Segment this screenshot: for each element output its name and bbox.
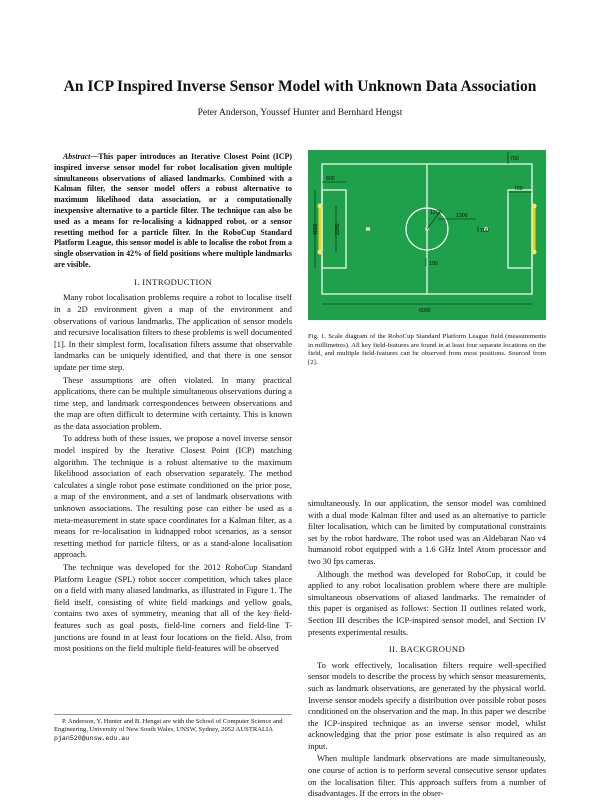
section-heading-introduction: I. INTRODUCTION [133, 276, 213, 287]
label-bottom-length: 6000 [419, 308, 431, 314]
label-box-height: 2200 [335, 223, 341, 235]
label-left-height: 4000 [313, 223, 319, 235]
intro-paragraph: These assumptions are often violated. In many practical applications, there can be multiple simultaneous observations during a time step, and landmark correspondences between observations and the map are often difficult to determine with certainty. This is known as the data association problem. [54, 374, 292, 431]
field-diagram-svg [308, 150, 546, 320]
left-goal-post-bottom [318, 250, 323, 255]
footnote-email: pjan520@unsw.edu.au [54, 734, 130, 742]
footnote-text: P. Anderson, Y. Hunter and B. Hengst are with the School of Computer Science and Engineering, University of New South Wales, UNSW, Sydney, 2052 AUSTRALIA [54, 718, 283, 734]
intro-paragraph: To address both of these issues, we propose a novel inverse sensor model inspired by the Iterative Closest Point (ICP) matching algorithm. The technique is a robust alternative to the maximum likelihood association of each observation separately. The method calculates a single robot pose estimate conditioned on the prior pose, a map of the environment, and a set of landmark observations with unknown associations. The resulting pose can either be used as a meta-measurement in state space coordinates for a Kalman filter, as a means for re-localisation in kidnapped robot scenarios, as a sensor resetting method for particle filters, or as a stand-alone localisation approach. [54, 433, 292, 560]
paper-title: An ICP Inspired Inverse Sensor Model with Unknown Data Association [63, 78, 537, 95]
left-column [54, 152, 292, 656]
label-penalty-box: 600 [326, 176, 335, 182]
left-goal-post-top [318, 204, 323, 209]
label-top-depth: 700 [510, 156, 519, 162]
left-penalty-spot [366, 228, 370, 231]
figure-field-diagram [308, 150, 546, 320]
body-paragraph: Although the method was developed for RoboCup, it could be applied to any robot localisation problem where there are multiple simultaneous observations of aliased landmarks. The remainder of this paper is organised as follows: Section II outlines related work, Section III describes the ICP-inspired sensor model, and Section IV presents experimental results. [308, 568, 546, 637]
section-heading-background: II. BACKGROUND [388, 644, 466, 655]
intro-paragraph: The technique was developed for the 2012 RoboCup Standard Platform League (SPL) robot soccer competition, which takes place on a field with many aliased landmarks, as illustrated in Figure 1. The field itself, consisting of white field markings and yellow goals, contains two axes of symmetry, meaning that all of the key field-features such as goal posts, field-line corners and field-line T-junctions are found in at least four locations on the field. Also, from most positions on the field multiple field-features will be observed [54, 562, 292, 654]
label-penalty-mark: 1300 [456, 213, 468, 219]
right-column [308, 498, 546, 801]
abstract [54, 152, 292, 271]
label-center-circle: 1200 [430, 210, 442, 216]
abstract-label: Abstract [63, 152, 91, 161]
label-right-margin: 700 [514, 186, 523, 192]
abstract-text: —This paper introduces an Iterative Closest Point (ICP) inspired inverse sensor model for robot localisation given multiple simultaneous observations of aliased landmarks. Combined with a Kalman filter, the sensor model offers a robust alternative to maximum likelihood data association, or a computationally inexpensive alternative to a particle filter. The technique can also be used as a means for re-localising a kidnapped robot, or a sensor resetting method for a particle filter. In the RoboCup Standard Platform League, this sensor model is able to localise the robot from a single observation in 42% of field positions where multiple landmarks are visible. [54, 152, 292, 269]
label-small-mark: 100 [429, 261, 438, 267]
figure-caption: Fig. 1. Scale diagram of the RoboCup Standard Platform League field (measurements in millimetres). All key field-features are found in at least four separate locations on the field, and multiple field-features can be observed from most positions. Sourced from [2]. [308, 333, 546, 366]
right-goal-post-top [532, 204, 537, 209]
background-paragraph: When multiple landmark observations are made simultaneously, one course of action is to perform several consecutive sensor updates on the localisation filter. This approach suffers from a number of disadvantages. If the errors in the obser- [308, 753, 546, 799]
right-goal-post-bottom [532, 250, 537, 255]
intro-paragraph: Many robot localisation problems require a robot to localise itself in a 2D environment given a map of the environment and observations of various landmarks. The application of sensor models and recursive localisation filters to these problems is well documented [1]. In their simplest form, localisation filters assume that observable landmarks can be uniquely identified, and that there is one sensor update per time step. [54, 292, 292, 372]
paper-authors: Peter Anderson, Youssef Hunter and Bernhard Hengst [197, 108, 403, 118]
footnote [54, 714, 292, 743]
background-paragraph: To work effectively, localisation filters require well-specified sensor models to describe the process by which sensor measurements, such as landmark observations, are generated by the physical world. Inverse sensor models specify a distribution over possible robot poses conditioned on the observation and the map. In this paper we describe the ICP-inspired technique as an inverse sensor model, whilst acknowledging that the prior pose estimate is also required as an input. [308, 659, 546, 751]
label-penalty-spot: 100 [480, 228, 489, 234]
body-paragraph: simultaneously. In our application, the sensor model was combined with a dual mode Kalman filter and used as an alternative to particle filter localisation, which can be limited by computational constraints set by the robot hardware. The robot used was an Aldebaran Nao v4 humanoid robot equipped with a 1.6 GHz Intel Atom processor and two 30 fps cameras. [308, 498, 546, 566]
